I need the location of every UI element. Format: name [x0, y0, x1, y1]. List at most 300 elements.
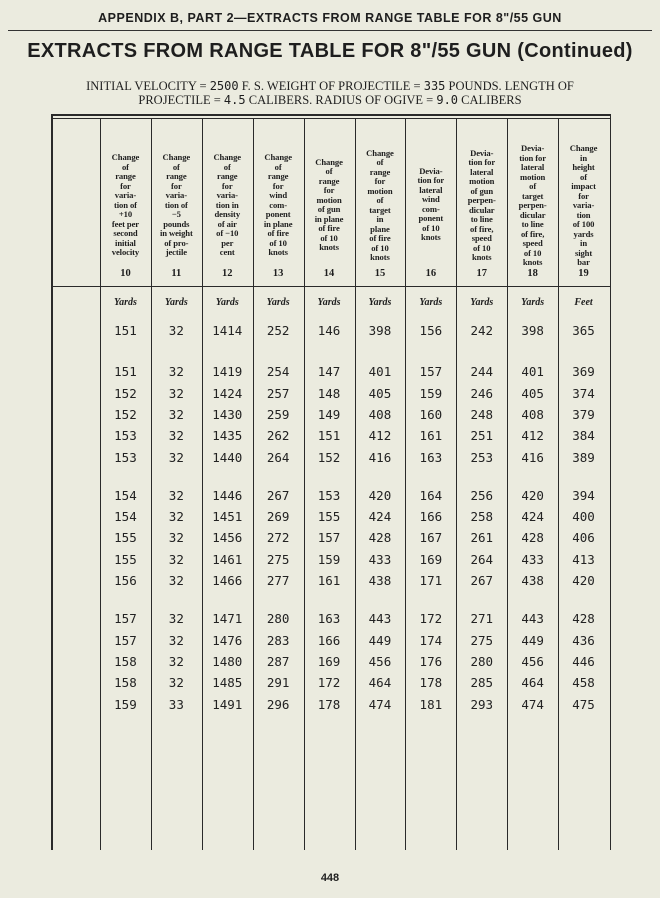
column-header-line: of gun [470, 185, 494, 196]
column-header-line: in weight [159, 228, 193, 238]
table-cell: 420 [368, 487, 392, 503]
table-cell: 449 [521, 632, 544, 648]
table-cell: 412 [368, 428, 392, 444]
column-header-line: of 10 [473, 242, 491, 253]
table-cell: 408 [368, 406, 392, 422]
column-header [151, 153, 202, 258]
column-header-line: knots [268, 247, 288, 257]
table-cell: 32 [168, 632, 184, 648]
column-header-line: knots [522, 257, 543, 267]
table-cell: 157 [317, 530, 341, 546]
table-cell: 148 [317, 385, 341, 401]
table-cell: 32 [168, 675, 184, 691]
table-cell: 438 [368, 573, 392, 588]
table-cell: 153 [114, 428, 137, 444]
table-cell: 159 [317, 551, 341, 567]
column-header-line: of fire [267, 228, 289, 238]
projectile-length-label-cont: PROJECTILE = [138, 93, 221, 107]
page-number: 448 [320, 872, 340, 884]
table-cell: 401 [368, 364, 392, 380]
table-cell: 474 [368, 696, 392, 712]
column-header-line: range [318, 175, 340, 186]
column-header-line: of [121, 161, 129, 172]
table-cell: 157 [114, 611, 137, 627]
table-cell: 244 [470, 364, 494, 380]
column-header-line: density [214, 209, 241, 219]
projectile-parameters [40, 79, 620, 107]
column-header-line: Change [264, 152, 292, 162]
table-cell: 174 [419, 632, 443, 648]
table-cell: 161 [419, 428, 443, 444]
column-header [355, 149, 406, 263]
column-header [507, 144, 558, 268]
column-header-line: lateral [419, 184, 443, 195]
table-cell: 400 [572, 509, 595, 525]
column-header-line: for [272, 180, 284, 191]
column-header-line: of 100 [572, 219, 595, 229]
table-cell: 172 [317, 675, 341, 691]
table-cell: 252 [266, 323, 290, 338]
column-header [456, 149, 507, 263]
table-top-border-inner [51, 118, 611, 119]
table-cell: 267 [266, 487, 290, 503]
table-cell: 405 [521, 385, 544, 401]
column-number: 12 [221, 268, 233, 279]
table-cell: 32 [168, 551, 184, 567]
table-cell: 264 [470, 551, 494, 567]
table-cell: 176 [419, 653, 443, 669]
table-cell: 1440 [212, 449, 243, 465]
column-header-line: lateral [470, 166, 494, 177]
column-header-line: tion for [519, 152, 546, 163]
column-header-line: dicular [519, 209, 546, 220]
projectile-length-value: 4.5 [223, 93, 246, 107]
column-header-line: of [580, 171, 588, 182]
column-header-line: Change [213, 152, 242, 162]
table-cell: 424 [368, 509, 392, 525]
table-cell: 258 [470, 509, 494, 525]
table-cell: 1485 [212, 675, 243, 691]
table-cell: 272 [266, 530, 290, 546]
column-header-line: of gun [317, 204, 341, 214]
table-cell: 475 [572, 696, 595, 712]
ogive-unit-label: CALIBERS [461, 93, 522, 107]
column-header-line: tion in [215, 199, 239, 210]
column-header-line: motion [316, 194, 342, 205]
table-cell: 436 [572, 632, 595, 648]
column-header-line: ponent [418, 213, 444, 223]
column-header-line: pounds [163, 218, 190, 229]
column-header-line: motion [469, 176, 495, 186]
column-number: 11 [171, 268, 182, 279]
table-cell: 32 [168, 653, 184, 669]
table-cell: 369 [572, 364, 595, 380]
running-head: APPENDIX B, PART 2—EXTRACTS FROM RANGE TABLE FOR 8"/55 GUN [98, 11, 562, 25]
table-cell: 1446 [212, 487, 243, 503]
table-cell: 1430 [212, 406, 243, 422]
page-title: EXTRACTS FROM RANGE TABLE FOR 8"/55 GUN (Continued) [27, 40, 633, 62]
table-cell: 181 [419, 696, 443, 712]
table-cell: 242 [470, 323, 494, 338]
column-unit: Yards [317, 297, 341, 308]
table-cell: 155 [317, 509, 341, 525]
ogive-radius-label: CALIBERS. RADIUS OF OGIVE = [248, 93, 434, 107]
column-header-line: Change [366, 147, 394, 158]
table-cell: 152 [114, 385, 137, 401]
table-cell: 1435 [212, 428, 243, 444]
table-cell: 33 [168, 696, 184, 712]
table-cell: 474 [521, 696, 544, 712]
column-unit: Feet [574, 297, 593, 308]
column-header-line: of −10 [216, 228, 239, 238]
table-cell: 32 [168, 509, 184, 525]
table-left-border [51, 114, 53, 850]
column-header-line: in plane [314, 213, 344, 224]
column-number: 19 [578, 268, 589, 279]
table-cell: 172 [419, 611, 443, 627]
table-cell: 438 [521, 573, 544, 588]
column-header-line: of 10 [422, 222, 440, 233]
table-cell: 253 [470, 449, 494, 465]
table-cell: 163 [317, 611, 341, 627]
table-cell: 443 [368, 611, 392, 627]
column-header-line: varia- [114, 190, 137, 200]
column-header-line: range [267, 171, 289, 181]
column-number: 16 [425, 268, 437, 279]
table-cell: 158 [114, 675, 137, 691]
table-cell: 164 [419, 487, 443, 503]
table-cell: 32 [168, 573, 184, 588]
table-cell: 153 [317, 487, 341, 503]
table-cell: 158 [114, 653, 137, 669]
table-cell: 32 [168, 323, 184, 338]
column-unit: Yards [419, 297, 443, 308]
table-cell: 154 [114, 487, 137, 503]
table-cell: 1451 [212, 509, 243, 525]
table-cell: 166 [317, 632, 341, 648]
column-header-line: to line [470, 214, 493, 224]
table-cell: 1424 [212, 385, 243, 401]
table-cell: 408 [521, 406, 544, 422]
table-cell: 32 [168, 428, 184, 444]
column-header-line: range [216, 171, 238, 181]
table-cell: 167 [419, 530, 443, 546]
column-header-line: speed [522, 238, 543, 248]
column-header-line: of fire [369, 233, 391, 243]
initial-velocity-label: INITIAL VELOCITY = [86, 79, 207, 93]
column-header-line: Change [162, 152, 191, 162]
column-header-line: target [369, 204, 391, 215]
column-header-line: speed [471, 233, 492, 243]
column-header-line: −5 [171, 209, 181, 219]
table-cell: 1414 [212, 323, 243, 338]
table-cell: 458 [572, 675, 595, 691]
column-header-line: for [323, 185, 335, 195]
table-cell: 365 [572, 323, 595, 338]
table-cell: 280 [266, 611, 290, 627]
column-header-line: for [578, 190, 589, 201]
column-header-line: range [115, 171, 136, 181]
table-cell: 1419 [212, 364, 243, 380]
column-header-line: tion for [417, 175, 445, 185]
table-cell: 1476 [212, 632, 243, 648]
column-unit: Yards [521, 297, 545, 308]
table-cell: 151 [317, 428, 341, 444]
table-cell: 161 [317, 573, 341, 588]
table-cell: 1466 [212, 573, 243, 588]
column-header-line: per [221, 237, 234, 248]
column-header-line: of air [217, 218, 237, 229]
column-header-line: of 10 [320, 232, 338, 243]
column-header-line: Devia- [521, 143, 545, 153]
column-header-line: bar [577, 257, 590, 267]
parameters-line-1 [40, 79, 620, 93]
column-header-line: impact [571, 181, 596, 191]
table-cell: 412 [521, 428, 544, 444]
table-cell: 456 [368, 653, 392, 669]
column-header [405, 167, 456, 243]
column-header-line: second [113, 228, 138, 238]
column-header-line: of [172, 161, 180, 172]
table-cell: 163 [419, 449, 443, 465]
table-cell: 178 [317, 696, 341, 712]
table-cell: 424 [521, 509, 544, 525]
table-cell: 271 [470, 611, 494, 627]
table-cell: 151 [114, 364, 137, 380]
column-header-line: perpen- [518, 200, 547, 210]
column-header-line: for [374, 176, 386, 186]
table-cell: 32 [168, 487, 184, 503]
column-header [253, 153, 304, 258]
column-header-line: jectile [165, 247, 187, 257]
column-header-line: of fire, [470, 223, 494, 234]
initial-velocity-value: 2500 [209, 79, 239, 93]
column-header [100, 153, 151, 258]
table-cell: 464 [521, 675, 544, 691]
table-cell: 155 [114, 551, 137, 567]
table-cell: 443 [521, 611, 544, 627]
table-cell: 32 [168, 364, 184, 380]
table-cell: 159 [419, 385, 443, 401]
column-header-line: of 10 [371, 242, 389, 253]
table-cell: 283 [266, 632, 290, 648]
header-rule [8, 30, 652, 31]
column-header [202, 153, 253, 258]
table-cell: 416 [368, 449, 392, 465]
column-header-line: tion for [468, 157, 496, 167]
table-cell: 166 [419, 509, 443, 525]
table-cell: 416 [521, 449, 544, 465]
table-cell: 456 [521, 653, 544, 669]
column-header-line: to line [521, 219, 544, 229]
table-cell: 277 [266, 573, 290, 588]
table-cell: 269 [266, 509, 290, 525]
column-number: 15 [374, 268, 386, 279]
table-cell: 287 [266, 653, 290, 669]
column-header-line: knots [370, 252, 390, 262]
column-header-line: lateral [521, 162, 545, 172]
column-unit: Yards [266, 297, 290, 308]
table-cell: 389 [572, 449, 595, 465]
table-cell: 379 [572, 406, 595, 422]
table-cell: 428 [521, 530, 544, 546]
column-header-line: plane [370, 223, 390, 234]
parameters-line-2 [40, 93, 620, 107]
table-cell: 154 [114, 509, 137, 525]
column-number: 10 [120, 268, 131, 279]
table-cell: 156 [114, 573, 137, 588]
column-header-line: dicular [468, 204, 495, 215]
table-cell: 32 [168, 611, 184, 627]
column-header-line: of [223, 161, 231, 172]
table-cell: 285 [470, 675, 494, 691]
column-header-line: varia- [572, 200, 595, 210]
table-top-border [51, 114, 611, 116]
table-cell: 151 [114, 323, 137, 338]
ogive-radius-value: 9.0 [436, 93, 459, 107]
table-cell: 160 [419, 406, 443, 422]
column-number: 13 [272, 268, 284, 279]
table-cell: 1456 [212, 530, 243, 546]
table-cell: 147 [317, 364, 341, 380]
table-cell: 420 [521, 487, 544, 503]
table-cell: 146 [317, 323, 341, 338]
column-header-line: Devia- [470, 147, 494, 158]
column-header-line: in [580, 238, 588, 248]
column-header-line: sight [574, 247, 593, 258]
table-cell: 261 [470, 530, 494, 546]
table-cell: 251 [470, 428, 494, 444]
column-number: 14 [323, 268, 335, 279]
column-header-line: for [120, 180, 131, 191]
column-unit: Yards [113, 297, 137, 308]
column-header-line: Devia- [419, 165, 443, 176]
table-cell: 169 [419, 551, 443, 567]
table-cell: 153 [114, 449, 137, 465]
column-header-line: tion [576, 209, 591, 220]
column-header-line: in [376, 214, 384, 224]
column-header-line: velocity [111, 247, 140, 257]
table-cell: 464 [368, 675, 392, 691]
projectile-length-label: POUNDS. LENGTH OF [448, 79, 574, 93]
table-cell: 152 [114, 406, 137, 422]
table-cell: 449 [368, 632, 392, 648]
column-header-line: for [221, 180, 233, 191]
table-cell: 428 [572, 611, 595, 627]
column-header-line: wind [269, 190, 288, 200]
projectile-weight-value: 335 [423, 79, 446, 93]
column-header-line: range [166, 171, 187, 181]
column-header-line: target [521, 190, 544, 201]
column-header-line: Change [315, 156, 343, 167]
column-header-line: tion of [164, 199, 188, 210]
column-header-line: of [274, 161, 282, 172]
table-cell: 433 [368, 551, 392, 567]
column-number: 18 [527, 268, 538, 279]
column-header-line: varia- [216, 190, 238, 200]
column-unit: Yards [164, 297, 188, 308]
column-header-line: range [369, 166, 391, 177]
table-cell: 171 [419, 573, 443, 588]
column-header-line: feet per [111, 218, 139, 229]
column-header-line: com- [421, 203, 440, 214]
table-cell: 264 [266, 449, 290, 465]
column-header-line: of fire, [520, 228, 545, 239]
table-cell: 420 [572, 573, 595, 588]
range-table [51, 114, 611, 850]
table-cell: 267 [470, 573, 494, 588]
table-header-rule [51, 286, 611, 287]
column-header-line: initial [115, 237, 136, 248]
table-cell: 291 [266, 675, 290, 691]
column-header-line: com- [269, 199, 287, 210]
table-cell: 1480 [212, 653, 243, 669]
table-cell: 32 [168, 406, 184, 422]
column-header-line: cent [219, 247, 235, 257]
table-cell: 406 [572, 530, 595, 546]
column-header-line: Change [111, 152, 140, 162]
table-cell: 259 [266, 406, 290, 422]
table-cell: 1471 [212, 611, 243, 627]
column-header [304, 158, 355, 253]
column-header-line: motion [520, 171, 546, 182]
table-cell: 401 [521, 364, 544, 380]
column-header-line: perpen- [467, 195, 496, 205]
table-cell: 405 [368, 385, 392, 401]
table-cell: 446 [572, 653, 595, 669]
column-header-line: of 10 [269, 237, 287, 248]
table-cell: 374 [572, 385, 595, 401]
column-header-line: motion [367, 185, 393, 196]
column-header-line: knots [471, 252, 492, 262]
column-header-line: +10 [118, 209, 133, 219]
table-cell: 157 [419, 364, 443, 380]
table-cell: 413 [572, 551, 595, 567]
table-cell: 169 [317, 653, 341, 669]
projectile-weight-label: F. S. WEIGHT OF PROJECTILE = [241, 79, 421, 93]
table-right-border [610, 114, 612, 850]
table-cell: 152 [317, 449, 341, 465]
table-cell: 159 [114, 696, 137, 712]
table-cell: 275 [470, 632, 494, 648]
column-header-line: in [580, 152, 588, 163]
table-cell: 262 [266, 428, 290, 444]
column-header-line: tion of [113, 199, 137, 210]
column-header-line: of [325, 166, 333, 176]
table-cell: 256 [470, 487, 494, 503]
column-header-line: of [376, 157, 384, 167]
table-cell: 157 [114, 632, 137, 648]
column-header-line: of [529, 181, 537, 191]
table-cell: 32 [168, 449, 184, 465]
column-unit: Yards [470, 297, 494, 308]
column-header-line: varia- [165, 190, 188, 200]
table-cell: 155 [114, 530, 137, 546]
table-cell: 248 [470, 406, 494, 422]
table-cell: 257 [266, 385, 290, 401]
column-header [558, 144, 609, 268]
table-cell: 246 [470, 385, 494, 401]
table-cell: 275 [266, 551, 290, 567]
column-header-line: of 10 [523, 247, 542, 258]
column-header-line: Change [569, 143, 598, 153]
table-cell: 293 [470, 696, 494, 712]
table-cell: 384 [572, 428, 595, 444]
column-header-line: yards [573, 228, 594, 239]
column-unit: Yards [368, 297, 392, 308]
column-unit: Yards [215, 297, 239, 308]
table-cell: 156 [419, 323, 443, 338]
